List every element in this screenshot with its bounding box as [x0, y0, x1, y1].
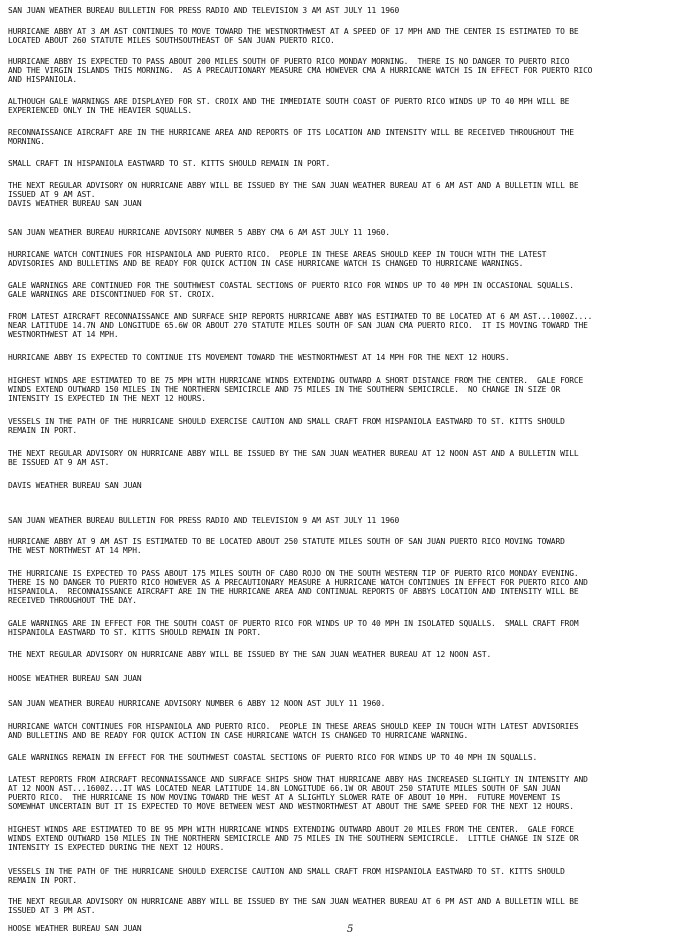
text-line: SMALL CRAFT IN HISPANIOLA EASTWARD TO ST. KITTS SHOULD REMAIN IN PORT. [8, 159, 331, 168]
text-line: HURRICANE ABBY AT 9 AM AST IS ESTIMATED TO BE LOCATED ABOUT 250 STATUTE MILES SOUTH OF SAN JUAN PUERTO RICO MOVING TOWARD [8, 537, 565, 546]
text-line: THE NEXT REGULAR ADVISORY ON HURRICANE ABBY WILL BE ISSUED BY THE SAN JUAN WEATHER BUREAU AT 12 NOON AST AND A BULLETIN WILL [8, 449, 579, 458]
text-line: HIGHEST WINDS ARE ESTIMATED TO BE 95 MPH WITH HURRICANE WINDS EXTENDING OUTWARD ABOUT 20 MILES FROM THE CENTER. GALE FORCE [8, 825, 574, 834]
text-line: AND HISPANIOLA. [8, 75, 78, 84]
text-line: ISSUED AT 3 PM AST. [8, 906, 96, 915]
text-line: THE WEST NORTHWEST AT 14 MPH. [8, 546, 142, 555]
text-line: ALTHOUGH GALE WARNINGS ARE DISPLAYED FOR ST. CROIX AND THE IMMEDIATE SOUTH COAST OF PUERTO RICO WINDS UP TO 40 MPH WILL BE [8, 97, 570, 106]
text-line: GALE WARNINGS ARE CONTINUED FOR THE SOUTHWEST COASTAL SECTIONS OF PUERTO RICO FOR WINDS UP TO 40 MPH IN OCCASIONAL SQUALLS. [8, 281, 574, 290]
text-line: WINDS EXTEND OUTWARD 150 MILES IN THE NORTHERN SEMICIRCLE AND 75 MILES IN THE SOUTHERN SEMICIRCLE. LITTLE CHANGE IN SIZE OR [8, 834, 579, 843]
signature-line: DAVIS WEATHER BUREAU SAN JUAN [8, 481, 142, 490]
text-line: ADVISORIES AND BULLETINS AND BE READY FOR QUICK ACTION IN CASE HURRICANE WATCH IS CHANGED TO HURRICANE WARNINGS. [8, 259, 524, 268]
text-line: FROM LATEST AIRCRAFT RECONNAISSANCE AND SURFACE SHIP REPORTS HURRICANE ABBY WAS ESTIMATED TO BE LOCATED AT 6 AM AST...1000Z.... [8, 312, 593, 321]
text-line: HURRICANE ABBY AT 3 AM AST CONTINUES TO MOVE TOWARD THE WESTNORTHWEST AT A SPEED OF 17 MPH AND THE CENTER IS ESTIMATED TO BE [8, 27, 579, 36]
text-line: THE NEXT REGULAR ADVISORY ON HURRICANE ABBY WILL BE ISSUED BY THE SAN JUAN WEATHER BUREAU AT 6 PM AST AND A BULLETIN WILL BE [8, 897, 579, 906]
text-line: AND BULLETINS AND BE READY FOR QUICK ACTION IN CASE HURRICANE WATCH IS CHANGED TO HURRICANE WARNING. [8, 731, 469, 740]
text-line: HURRICANE WATCH CONTINUES FOR HISPANIOLA AND PUERTO RICO. PEOPLE IN THESE AREAS SHOULD KEEP IN TOUCH WITH LATEST ADVISORIES [8, 722, 579, 731]
text-line: MORNING. [8, 137, 45, 146]
page-number: 5 [347, 924, 354, 935]
text-line: LOCATED ABOUT 260 STATUTE MILES SOUTHSOUTHEAST OF SAN JUAN PUERTO RICO. [8, 36, 335, 45]
text-line: THE NEXT REGULAR ADVISORY ON HURRICANE ABBY WILL BE ISSUED BY THE SAN JUAN WEATHER BUREAU AT 12 NOON AST. [8, 650, 492, 659]
text-line: RECONNAISSANCE AIRCRAFT ARE IN THE HURRICANE AREA AND REPORTS OF ITS LOCATION AND INTENSITY WILL BE RECEIVED THROUGHOUT THE [8, 128, 574, 137]
signature-line: DAVIS WEATHER BUREAU SAN JUAN [8, 199, 142, 208]
text-line: HISPANIOLA. RECONNAISSANCE AIRCRAFT ARE IN THE HURRICANE AREA AND CONTINUAL REPORTS OF ABBYS LOCATION AND INTENSITY WILL BE [8, 587, 579, 596]
text-line: WINDS EXTEND OUTWARD 150 MILES IN THE NORTHERN SEMICIRCLE AND 75 MILES IN THE SOUTHERN SEMICIRCLE. NO CHANGE IN SIZE OR [8, 385, 561, 394]
text-line: THERE IS NO DANGER TO PUERTO RICO HOWEVER AS A PRECAUTIONARY MEASURE A HURRICANE WATCH CONTINUES IN EFFECT FOR PUERTO RICO AND [8, 578, 588, 587]
text-line: HISPANIOLA EASTWARD TO ST. KITTS SHOULD REMAIN IN PORT. [8, 628, 262, 637]
text-line: REMAIN IN PORT. [8, 876, 78, 885]
text-line: THE NEXT REGULAR ADVISORY ON HURRICANE ABBY WILL BE ISSUED BY THE SAN JUAN WEATHER BUREAU AT 6 AM AST AND A BULLETIN WILL BE [8, 181, 579, 190]
bulletin-heading: SAN JUAN WEATHER BUREAU HURRICANE ADVISORY NUMBER 5 ABBY CMA 6 AM AST JULY 11 1960. [8, 228, 390, 237]
text-line: BE ISSUED AT 9 AM AST. [8, 458, 110, 467]
text-line: RECEIVED THROUGHOUT THE DAY. [8, 596, 137, 605]
text-line: INTENSITY IS EXPECTED IN THE NEXT 12 HOURS. [8, 394, 206, 403]
text-line: GALE WARNINGS ARE DISCONTINUED FOR ST. CROIX. [8, 290, 216, 299]
text-line: HURRICANE WATCH CONTINUES FOR HISPANIOLA AND PUERTO RICO. PEOPLE IN THESE AREAS SHOULD KEEP IN TOUCH WITH THE LATEST [8, 250, 547, 259]
bulletin-heading: SAN JUAN WEATHER BUREAU HURRICANE ADVISORY NUMBER 6 ABBY 12 NOON AST JULY 11 1960. [8, 699, 386, 708]
text-line: HURRICANE ABBY IS EXPECTED TO CONTINUE ITS MOVEMENT TOWARD THE WESTNORTHWEST AT 14 MPH FOR THE NEXT 12 HOURS. [8, 353, 510, 362]
text-line: SOMEWHAT UNCERTAIN BUT IT IS EXPECTED TO MOVE BETWEEN WEST AND WESTNORTHWEST AT ABOUT THE SAME SPEED FOR THE NEXT 12 HOURS. [8, 802, 574, 811]
text-line: AND THE VIRGIN ISLANDS THIS MORNING. AS A PRECAUTIONARY MEASURE CMA HOWEVER CMA A HURRICANE WATCH IS IN EFFECT FOR PUERTO RICO [8, 66, 593, 75]
text-line: INTENSITY IS EXPECTED DURING THE NEXT 12 HOURS. [8, 843, 225, 852]
text-line: WESTNORTHWEST AT 14 MPH. [8, 330, 119, 339]
signature-line: HOOSE WEATHER BUREAU SAN JUAN [8, 674, 142, 683]
text-line: GALE WARNINGS REMAIN IN EFFECT FOR THE SOUTHWEST COASTAL SECTIONS OF PUERTO RICO FOR WINDS UP TO 40 MPH IN SQUALLS. [8, 753, 538, 762]
text-line: AT 12 NOON AST...1600Z...IT WAS LOCATED NEAR LATITUDE 14.8N LONGITUDE 66.1W OR ABOUT 250 STATUTE MILES SOUTH OF SAN JUAN [8, 784, 561, 793]
text-line: EXPERIENCED ONLY IN THE HEAVIER SQUALLS. [8, 106, 193, 115]
bulletin-heading: SAN JUAN WEATHER BUREAU BULLETIN FOR PRESS RADIO AND TELEVISION 3 AM AST JULY 11 1960 [8, 6, 400, 15]
text-line: GALE WARNINGS ARE IN EFFECT FOR THE SOUTH COAST OF PUERTO RICO FOR WINDS UP TO 40 MPH IN ISOLATED SQUALLS. SMALL CRAFT FROM [8, 619, 579, 628]
text-line: LATEST REPORTS FROM AIRCRAFT RECONNAISSANCE AND SURFACE SHIPS SHOW THAT HURRICANE ABBY HAS INCREASED SLIGHTLY IN INTENSITY AND [8, 775, 588, 784]
text-line: THE HURRICANE IS EXPECTED TO PASS ABOUT 175 MILES SOUTH OF CABO ROJO ON THE SOUTH WESTERN TIP OF PUERTO RICO MONDAY EVENING. [8, 569, 579, 578]
text-line: REMAIN IN PORT. [8, 426, 78, 435]
text-line: VESSELS IN THE PATH OF THE HURRICANE SHOULD EXERCISE CAUTION AND SMALL CRAFT FROM HISPANIOLA EASTWARD TO ST. KITTS SHOULD [8, 867, 565, 876]
text-line: ISSUED AT 9 AM AST. [8, 190, 96, 199]
text-line: HIGHEST WINDS ARE ESTIMATED TO BE 75 MPH WITH HURRICANE WINDS EXTENDING OUTWARD A SHORT DISTANCE FROM THE CENTER. GALE FORCE [8, 376, 584, 385]
text-line: HURRICANE ABBY IS EXPECTED TO PASS ABOUT 200 MILES SOUTH OF PUERTO RICO MONDAY MORNING. THERE IS NO DANGER TO PUERTO RICO [8, 57, 570, 66]
text-line: NEAR LATITUDE 14.7N AND LONGITUDE 65.6W OR ABOUT 270 STATUTE MILES SOUTH OF SAN JUAN CMA PUERTO RICO. IT IS MOVING TOWARD THE [8, 321, 588, 330]
text-line: VESSELS IN THE PATH OF THE HURRICANE SHOULD EXERCISE CAUTION AND SMALL CRAFT FROM HISPANIOLA EASTWARD TO ST. KITTS SHOULD [8, 417, 565, 426]
bulletin-heading: SAN JUAN WEATHER BUREAU BULLETIN FOR PRESS RADIO AND TELEVISION 9 AM AST JULY 11 1960 [8, 516, 400, 525]
text-line: PUERTO RICO. THE HURRICANE IS NOW MOVING TOWARD THE WEST AT A SLIGHTLY SLOWER RATE OF ABOUT 10 MPH. FUTURE MOVEMENT IS [8, 793, 561, 802]
signature-line: HOOSE WEATHER BUREAU SAN JUAN [8, 924, 142, 933]
